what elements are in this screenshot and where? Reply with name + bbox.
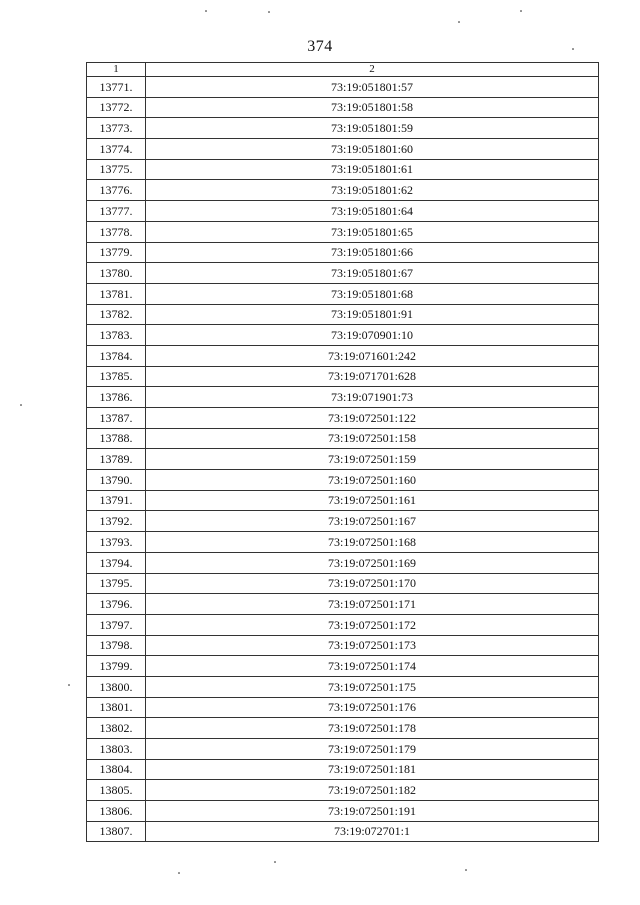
row-number-cell: 13801. <box>87 697 146 718</box>
cadastral-number-cell: 73:19:072501:158 <box>146 428 599 449</box>
row-number-cell: 13775. <box>87 159 146 180</box>
table-row <box>87 635 599 656</box>
cadastral-number-cell: 73:19:051801:68 <box>146 283 599 304</box>
row-number-cell: 13791. <box>87 490 146 511</box>
table-row <box>87 263 599 284</box>
scan-speck <box>465 869 467 871</box>
table-row <box>87 739 599 760</box>
table-body <box>87 77 599 842</box>
scan-speck <box>458 21 460 23</box>
cadastral-number-cell: 73:19:072501:159 <box>146 449 599 470</box>
table-row <box>87 656 599 677</box>
table-row <box>87 676 599 697</box>
table-row <box>87 242 599 263</box>
table-row <box>87 408 599 429</box>
table-row <box>87 697 599 718</box>
row-number-cell: 13772. <box>87 97 146 118</box>
scan-speck <box>68 684 70 686</box>
cadastral-number-cell: 73:19:072501:179 <box>146 739 599 760</box>
cadastral-number-cell: 73:19:072501:173 <box>146 635 599 656</box>
scan-speck <box>20 404 22 406</box>
scan-speck <box>520 10 522 12</box>
table-row <box>87 345 599 366</box>
row-number-cell: 13777. <box>87 201 146 222</box>
cadastral-number-cell: 73:19:051801:62 <box>146 180 599 201</box>
table-header-row <box>87 63 599 77</box>
table-row <box>87 780 599 801</box>
row-number-cell: 13807. <box>87 821 146 842</box>
table-row <box>87 614 599 635</box>
row-number-cell: 13778. <box>87 221 146 242</box>
table-row <box>87 449 599 470</box>
row-number-cell: 13773. <box>87 118 146 139</box>
column-header-1: 1 <box>87 63 146 77</box>
table-row <box>87 304 599 325</box>
cadastral-number-cell: 73:19:072501:160 <box>146 470 599 491</box>
cadastral-number-cell: 73:19:051801:67 <box>146 263 599 284</box>
row-number-cell: 13788. <box>87 428 146 449</box>
table-row <box>87 490 599 511</box>
cadastral-number-cell: 73:19:071901:73 <box>146 387 599 408</box>
table-row <box>87 759 599 780</box>
table-row <box>87 594 599 615</box>
row-number-cell: 13781. <box>87 283 146 304</box>
cadastral-number-cell: 73:19:072701:1 <box>146 821 599 842</box>
cadastral-number-cell: 73:19:051801:61 <box>146 159 599 180</box>
cadastral-number-cell: 73:19:072501:172 <box>146 614 599 635</box>
cadastral-number-cell: 73:19:072501:175 <box>146 676 599 697</box>
row-number-cell: 13787. <box>87 408 146 429</box>
table-header <box>87 63 599 77</box>
table-row <box>87 552 599 573</box>
row-number-cell: 13804. <box>87 759 146 780</box>
cadastral-number-cell: 73:19:051801:91 <box>146 304 599 325</box>
scan-speck <box>178 872 180 874</box>
table-row <box>87 118 599 139</box>
cadastral-number-cell: 73:19:051801:66 <box>146 242 599 263</box>
page-number: 374 <box>307 38 333 55</box>
cadastral-number-cell: 73:19:051801:59 <box>146 118 599 139</box>
row-number-cell: 13782. <box>87 304 146 325</box>
row-number-cell: 13799. <box>87 656 146 677</box>
table-row <box>87 221 599 242</box>
table-row <box>87 97 599 118</box>
cadastral-number-cell: 73:19:072501:174 <box>146 656 599 677</box>
cadastral-number-cell: 73:19:051801:64 <box>146 201 599 222</box>
row-number-cell: 13803. <box>87 739 146 760</box>
table-row <box>87 801 599 822</box>
table-row <box>87 139 599 160</box>
table-row <box>87 387 599 408</box>
row-number-cell: 13771. <box>87 77 146 98</box>
row-number-cell: 13806. <box>87 801 146 822</box>
table-row <box>87 366 599 387</box>
row-number-cell: 13793. <box>87 532 146 553</box>
cadastral-number-cell: 73:19:072501:191 <box>146 801 599 822</box>
table-row <box>87 325 599 346</box>
row-number-cell: 13789. <box>87 449 146 470</box>
row-number-cell: 13790. <box>87 470 146 491</box>
row-number-cell: 13784. <box>87 345 146 366</box>
cadastral-number-cell: 73:19:072501:161 <box>146 490 599 511</box>
table-row <box>87 511 599 532</box>
cadastral-number-cell: 73:19:072501:181 <box>146 759 599 780</box>
table-row <box>87 470 599 491</box>
data-table <box>86 62 599 842</box>
row-number-cell: 13798. <box>87 635 146 656</box>
table-row <box>87 718 599 739</box>
row-number-cell: 13805. <box>87 780 146 801</box>
table-row <box>87 201 599 222</box>
row-number-cell: 13800. <box>87 676 146 697</box>
cadastral-number-cell: 73:19:072501:176 <box>146 697 599 718</box>
cadastral-number-cell: 73:19:072501:171 <box>146 594 599 615</box>
row-number-cell: 13795. <box>87 573 146 594</box>
table-row <box>87 180 599 201</box>
scan-speck <box>274 861 276 863</box>
cadastral-number-cell: 73:19:051801:57 <box>146 77 599 98</box>
row-number-cell: 13779. <box>87 242 146 263</box>
row-number-cell: 13794. <box>87 552 146 573</box>
cadastral-number-cell: 73:19:071701:628 <box>146 366 599 387</box>
cadastral-number-cell: 73:19:051801:60 <box>146 139 599 160</box>
scan-speck <box>268 11 270 13</box>
cadastral-number-cell: 73:19:072501:122 <box>146 408 599 429</box>
cadastral-number-cell: 73:19:051801:58 <box>146 97 599 118</box>
table-row <box>87 428 599 449</box>
table-row <box>87 283 599 304</box>
row-number-cell: 13797. <box>87 614 146 635</box>
scan-speck <box>572 48 574 50</box>
cadastral-number-cell: 73:19:072501:170 <box>146 573 599 594</box>
table-row <box>87 77 599 98</box>
row-number-cell: 13796. <box>87 594 146 615</box>
cadastral-number-cell: 73:19:072501:169 <box>146 552 599 573</box>
cadastral-number-cell: 73:19:072501:167 <box>146 511 599 532</box>
cadastral-number-cell: 73:19:072501:168 <box>146 532 599 553</box>
cadastral-number-cell: 73:19:051801:65 <box>146 221 599 242</box>
row-number-cell: 13774. <box>87 139 146 160</box>
row-number-cell: 13802. <box>87 718 146 739</box>
row-number-cell: 13783. <box>87 325 146 346</box>
row-number-cell: 13786. <box>87 387 146 408</box>
table-row <box>87 159 599 180</box>
cadastral-number-cell: 73:19:070901:10 <box>146 325 599 346</box>
table-row <box>87 573 599 594</box>
table-row <box>87 821 599 842</box>
table-row <box>87 532 599 553</box>
scan-speck <box>205 10 207 12</box>
row-number-cell: 13776. <box>87 180 146 201</box>
cadastral-number-cell: 73:19:071601:242 <box>146 345 599 366</box>
row-number-cell: 13785. <box>87 366 146 387</box>
row-number-cell: 13780. <box>87 263 146 284</box>
cadastral-number-cell: 73:19:072501:182 <box>146 780 599 801</box>
row-number-cell: 13792. <box>87 511 146 532</box>
cadastral-number-cell: 73:19:072501:178 <box>146 718 599 739</box>
column-header-2: 2 <box>146 63 599 77</box>
